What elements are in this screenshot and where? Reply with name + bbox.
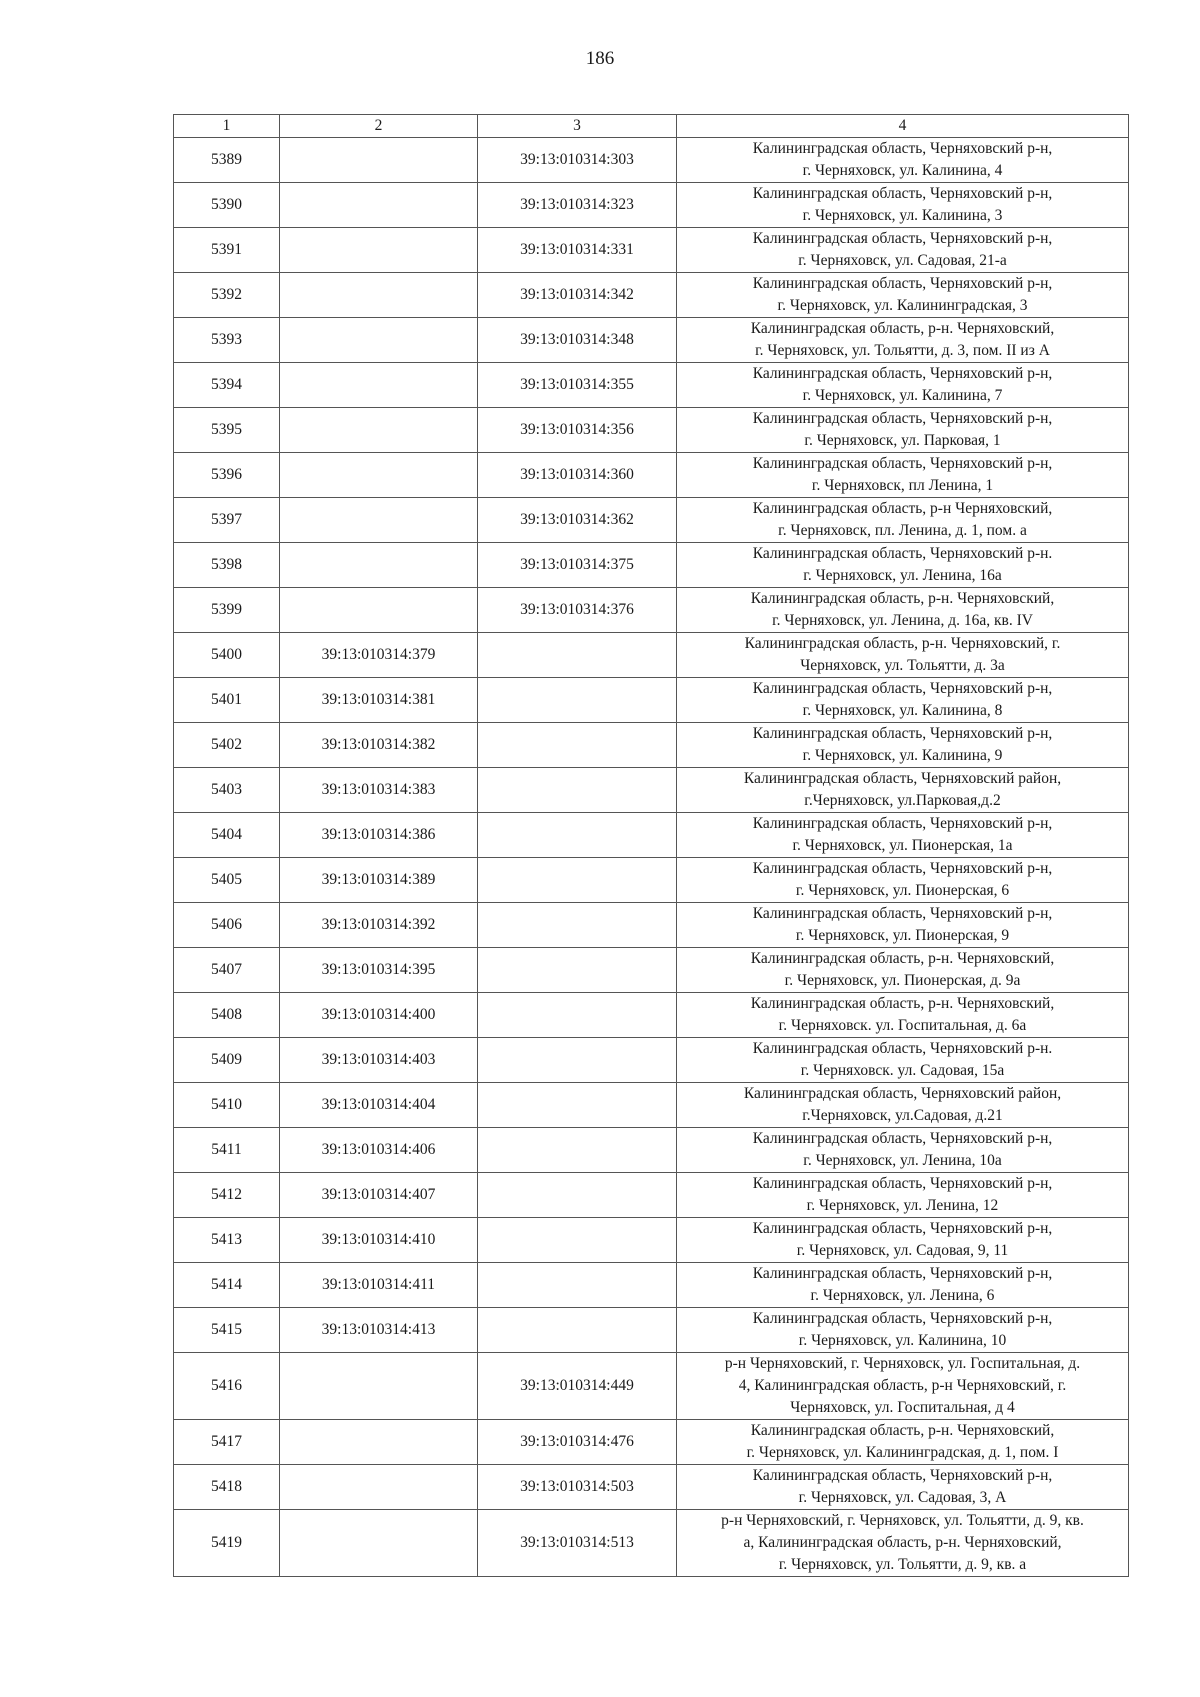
table-row xyxy=(174,768,1129,813)
row-number-cell: 5391 xyxy=(174,228,280,273)
table-row xyxy=(174,588,1129,633)
address-line: г.Черняховск, ул.Садовая, д.21 xyxy=(802,1107,1003,1124)
cadastral-number-cell-col2: 39:13:010314:382 xyxy=(280,723,478,768)
table-row xyxy=(174,1420,1129,1465)
cadastral-number-cell-col3: 39:13:010314:376 xyxy=(478,588,677,633)
row-number-cell: 5395 xyxy=(174,408,280,453)
cadastral-number-cell-col2: 39:13:010314:381 xyxy=(280,678,478,723)
row-number-cell: 5416 xyxy=(174,1353,280,1420)
address-line: Калининградская область, Черняховский р-н, xyxy=(752,410,1053,427)
address-line: г. Черняховск, ул. Пионерская, д. 9а xyxy=(784,972,1021,989)
table-row xyxy=(174,1083,1129,1128)
row-number-cell: 5414 xyxy=(174,1263,280,1308)
address-line: г. Черняховск, ул. Тольятти, д. 9, кв. а xyxy=(778,1556,1027,1573)
cadastral-number-cell-col2 xyxy=(280,318,478,363)
row-number-cell: 5401 xyxy=(174,678,280,723)
address-line: г. Черняховск, пл Ленина, 1 xyxy=(811,477,994,494)
table-row xyxy=(174,1263,1129,1308)
cadastral-number-cell-col2 xyxy=(280,1420,478,1465)
address-cell xyxy=(677,363,1129,408)
cadastral-number-cell-col2 xyxy=(280,138,478,183)
address-line: Калининградская область, Черняховский р-н. xyxy=(752,1040,1053,1057)
address-cell xyxy=(677,633,1129,678)
address-line: г. Черняховск, ул. Садовая, 21-а xyxy=(798,252,1007,269)
address-line: Калининградская область, Черняховский район, xyxy=(743,770,1062,787)
address-cell xyxy=(677,903,1129,948)
cadastral-number-cell-col3: 39:13:010314:331 xyxy=(478,228,677,273)
cadastral-number-cell-col3: 39:13:010314:360 xyxy=(478,453,677,498)
row-number-cell: 5410 xyxy=(174,1083,280,1128)
address-line: г. Черняховск, ул. Ленина, д. 16а, кв. IV xyxy=(772,612,1033,629)
row-number-cell: 5406 xyxy=(174,903,280,948)
table-row xyxy=(174,273,1129,318)
row-number-cell: 5394 xyxy=(174,363,280,408)
address-line: г. Черняховск, ул. Калининградская, 3 xyxy=(777,297,1028,314)
cadastral-number-cell-col2 xyxy=(280,1510,478,1577)
table-row xyxy=(174,498,1129,543)
row-number-cell: 5404 xyxy=(174,813,280,858)
row-number-cell: 5413 xyxy=(174,1218,280,1263)
address-line: Калининградская область, Черняховский р-н, xyxy=(752,140,1053,157)
table-row xyxy=(174,993,1129,1038)
address-line: Черняховск, ул. Тольятти, д. 3а xyxy=(800,657,1005,674)
address-line: г. Черняховск, ул. Калинина, 4 xyxy=(802,162,1003,179)
address-cell xyxy=(677,678,1129,723)
address-line: г. Черняховск. ул. Садовая, 15а xyxy=(800,1062,1005,1079)
cadastral-number-cell-col2 xyxy=(280,363,478,408)
cadastral-number-cell-col3: 39:13:010314:513 xyxy=(478,1510,677,1577)
row-number-cell: 5389 xyxy=(174,138,280,183)
table-row xyxy=(174,138,1129,183)
address-line: Калининградская область, р-н. Черняховский, xyxy=(750,590,1055,607)
cadastral-number-cell-col2 xyxy=(280,453,478,498)
address-line: Калининградская область, р-н Черняховский, xyxy=(752,500,1053,517)
table-header-row xyxy=(174,115,1129,138)
cadastral-number-cell-col2: 39:13:010314:389 xyxy=(280,858,478,903)
cadastral-number-cell-col3 xyxy=(478,1083,677,1128)
cadastral-number-cell-col3: 39:13:010314:449 xyxy=(478,1353,677,1420)
cadastral-number-cell-col2: 39:13:010314:403 xyxy=(280,1038,478,1083)
cadastral-number-cell-col3 xyxy=(478,1308,677,1353)
cadastral-number-cell-col2 xyxy=(280,588,478,633)
address-line: Калининградская область, р-н. Черняховский, xyxy=(750,950,1055,967)
column-header-3: 3 xyxy=(478,115,677,138)
cadastral-number-cell-col2 xyxy=(280,408,478,453)
address-line: г. Черняховск, ул. Садовая, 3, А xyxy=(798,1489,1007,1506)
address-cell xyxy=(677,1308,1129,1353)
address-cell xyxy=(677,138,1129,183)
address-line: Калининградская область, Черняховский р-н, xyxy=(752,1220,1053,1237)
cadastral-number-cell-col3: 39:13:010314:303 xyxy=(478,138,677,183)
row-number-cell: 5397 xyxy=(174,498,280,543)
table-row xyxy=(174,633,1129,678)
cadastral-number-cell-col3: 39:13:010314:348 xyxy=(478,318,677,363)
column-header-1: 1 xyxy=(174,115,280,138)
cadastral-number-cell-col2 xyxy=(280,498,478,543)
table-row xyxy=(174,1308,1129,1353)
cadastral-number-cell-col2: 39:13:010314:411 xyxy=(280,1263,478,1308)
row-number-cell: 5399 xyxy=(174,588,280,633)
table-row xyxy=(174,1218,1129,1263)
cadastral-number-cell-col2: 39:13:010314:400 xyxy=(280,993,478,1038)
table-row xyxy=(174,1465,1129,1510)
cadastral-number-cell-col2: 39:13:010314:383 xyxy=(280,768,478,813)
address-line: Калининградская область, Черняховский р-н, xyxy=(752,1467,1053,1484)
address-line: р-н Черняховский, г. Черняховск, ул. Госпитальная, д. xyxy=(724,1355,1081,1372)
address-cell xyxy=(677,228,1129,273)
address-line: Калининградская область, Черняховский р-н, xyxy=(752,905,1053,922)
registry-table xyxy=(173,114,1129,1577)
row-number-cell: 5408 xyxy=(174,993,280,1038)
cadastral-number-cell-col2: 39:13:010314:395 xyxy=(280,948,478,993)
address-cell xyxy=(677,498,1129,543)
address-cell xyxy=(677,723,1129,768)
row-number-cell: 5403 xyxy=(174,768,280,813)
address-line: Калининградская область, Черняховский р-н, xyxy=(752,680,1053,697)
address-line: р-н Черняховский, г. Черняховск, ул. Тольятти, д. 9, кв. xyxy=(721,1512,1084,1529)
cadastral-number-cell-col2 xyxy=(280,183,478,228)
address-cell xyxy=(677,318,1129,363)
cadastral-number-cell-col3 xyxy=(478,948,677,993)
row-number-cell: 5419 xyxy=(174,1510,280,1577)
table-row xyxy=(174,183,1129,228)
cadastral-number-cell-col2 xyxy=(280,1465,478,1510)
table-row xyxy=(174,228,1129,273)
cadastral-number-cell-col2: 39:13:010314:386 xyxy=(280,813,478,858)
address-line: г. Черняховск, ул. Парковая, 1 xyxy=(804,432,1001,449)
address-line: Калининградская область, Черняховский район, xyxy=(743,1085,1062,1102)
address-line: Калининградская область, Черняховский р-н, xyxy=(752,1265,1053,1282)
cadastral-number-cell-col3 xyxy=(478,903,677,948)
table-row xyxy=(174,858,1129,903)
address-line: Калининградская область, Черняховский р-н, xyxy=(752,1130,1053,1147)
page-number: 186 xyxy=(585,48,615,69)
table-row xyxy=(174,903,1129,948)
row-number-cell: 5411 xyxy=(174,1128,280,1173)
table-row xyxy=(174,1128,1129,1173)
address-line: г. Черняховск, ул. Ленина, 16а xyxy=(803,567,1002,584)
row-number-cell: 5417 xyxy=(174,1420,280,1465)
cadastral-number-cell-col3: 39:13:010314:342 xyxy=(478,273,677,318)
cadastral-number-cell-col3 xyxy=(478,633,677,678)
cadastral-number-cell-col3: 39:13:010314:503 xyxy=(478,1465,677,1510)
cadastral-number-cell-col3: 39:13:010314:375 xyxy=(478,543,677,588)
cadastral-number-cell-col2 xyxy=(280,273,478,318)
address-cell xyxy=(677,768,1129,813)
column-header-4: 4 xyxy=(677,115,1129,138)
cadastral-number-cell-col2: 39:13:010314:413 xyxy=(280,1308,478,1353)
cadastral-number-cell-col2: 39:13:010314:404 xyxy=(280,1083,478,1128)
cadastral-number-cell-col3: 39:13:010314:355 xyxy=(478,363,677,408)
address-cell xyxy=(677,1510,1129,1577)
address-cell xyxy=(677,993,1129,1038)
table-row xyxy=(174,678,1129,723)
cadastral-number-cell-col3 xyxy=(478,1128,677,1173)
address-cell xyxy=(677,1353,1129,1420)
row-number-cell: 5402 xyxy=(174,723,280,768)
address-line: г. Черняховск, ул. Калинина, 9 xyxy=(802,747,1003,764)
table-row xyxy=(174,453,1129,498)
address-line: 4, Калининградская область, р-н Черняховский, г. xyxy=(738,1377,1067,1394)
address-line: г. Черняховск, ул. Ленина, 6 xyxy=(810,1287,995,1304)
address-line: Калининградская область, р-н. Черняховский, г. xyxy=(744,635,1061,652)
address-cell xyxy=(677,1083,1129,1128)
address-line: г. Черняховск, ул. Тольятти, д. 3, пом. II из А xyxy=(755,342,1050,359)
address-cell xyxy=(677,1263,1129,1308)
table-row xyxy=(174,1353,1129,1420)
cadastral-number-cell-col3: 39:13:010314:356 xyxy=(478,408,677,453)
cadastral-number-cell-col2 xyxy=(280,543,478,588)
table-row xyxy=(174,1038,1129,1083)
cadastral-number-cell-col3 xyxy=(478,723,677,768)
address-cell xyxy=(677,1173,1129,1218)
address-cell xyxy=(677,948,1129,993)
address-line: г. Черняховск, ул. Калинина, 8 xyxy=(802,702,1003,719)
table-row xyxy=(174,408,1129,453)
address-cell xyxy=(677,1218,1129,1263)
address-line: г. Черняховск, ул. Калинина, 3 xyxy=(802,207,1003,224)
address-cell xyxy=(677,543,1129,588)
row-number-cell: 5390 xyxy=(174,183,280,228)
address-line: Калининградская область, Черняховский р-н, xyxy=(752,1175,1053,1192)
address-cell xyxy=(677,453,1129,498)
address-line: Калининградская область, Черняховский р-н, xyxy=(752,1310,1053,1327)
cadastral-number-cell-col2: 39:13:010314:406 xyxy=(280,1128,478,1173)
address-line: г. Черняховск, ул. Ленина, 12 xyxy=(806,1197,999,1214)
address-line: а, Калининградская область, р-н. Черняховский, xyxy=(743,1534,1062,1551)
table-row xyxy=(174,1510,1129,1577)
cadastral-number-cell-col3: 39:13:010314:323 xyxy=(478,183,677,228)
cadastral-number-cell-col3 xyxy=(478,813,677,858)
row-number-cell: 5407 xyxy=(174,948,280,993)
address-line: Калининградская область, Черняховский р-н, xyxy=(752,185,1053,202)
cadastral-number-cell-col2: 39:13:010314:410 xyxy=(280,1218,478,1263)
address-cell xyxy=(677,1465,1129,1510)
address-line: г. Черняховск, ул. Садовая, 9, 11 xyxy=(796,1242,1009,1259)
column-header-2: 2 xyxy=(280,115,478,138)
address-line: Калининградская область, Черняховский р-н, xyxy=(752,725,1053,742)
address-cell xyxy=(677,858,1129,903)
address-line: Калининградская область, Черняховский р-н, xyxy=(752,815,1053,832)
row-number-cell: 5396 xyxy=(174,453,280,498)
cadastral-number-cell-col3 xyxy=(478,1173,677,1218)
cadastral-number-cell-col3: 39:13:010314:362 xyxy=(478,498,677,543)
address-line: Калининградская область, Черняховский р-н, xyxy=(752,860,1053,877)
address-line: г. Черняховск. ул. Госпитальная, д. 6а xyxy=(778,1017,1027,1034)
cadastral-number-cell-col3 xyxy=(478,993,677,1038)
address-line: г. Черняховск, ул. Калининградская, д. 1, пом. I xyxy=(746,1444,1059,1461)
address-cell xyxy=(677,1420,1129,1465)
row-number-cell: 5415 xyxy=(174,1308,280,1353)
cadastral-number-cell-col2: 39:13:010314:379 xyxy=(280,633,478,678)
table-row xyxy=(174,813,1129,858)
address-line: Калининградская область, р-н. Черняховский, xyxy=(750,320,1055,337)
address-line: Калининградская область, р-н. Черняховский, xyxy=(750,995,1055,1012)
cadastral-number-cell-col3: 39:13:010314:476 xyxy=(478,1420,677,1465)
cadastral-number-cell-col3 xyxy=(478,678,677,723)
cadastral-number-cell-col2 xyxy=(280,1353,478,1420)
row-number-cell: 5418 xyxy=(174,1465,280,1510)
address-line: г.Черняховск, ул.Парковая,д.2 xyxy=(804,792,1001,809)
cadastral-number-cell-col3 xyxy=(478,768,677,813)
cadastral-number-cell-col3 xyxy=(478,858,677,903)
address-line: г. Черняховск, ул. Калинина, 7 xyxy=(802,387,1003,404)
address-line: г. Черняховск, ул. Пионерская, 1а xyxy=(792,837,1013,854)
table-row xyxy=(174,363,1129,408)
address-line: Калининградская область, Черняховский р-н, xyxy=(752,275,1053,292)
row-number-cell: 5400 xyxy=(174,633,280,678)
address-cell xyxy=(677,183,1129,228)
table-body xyxy=(174,138,1129,1577)
address-cell xyxy=(677,813,1129,858)
address-cell xyxy=(677,1038,1129,1083)
address-line: г. Черняховск, пл. Ленина, д. 1, пом. а xyxy=(778,522,1027,539)
table-row xyxy=(174,1173,1129,1218)
cadastral-number-cell-col3 xyxy=(478,1218,677,1263)
address-cell xyxy=(677,1128,1129,1173)
row-number-cell: 5412 xyxy=(174,1173,280,1218)
address-line: Калининградская область, Черняховский р-н, xyxy=(752,455,1053,472)
address-line: г. Черняховск, ул. Калинина, 10 xyxy=(798,1332,1007,1349)
address-line: Калининградская область, Черняховский р-н. xyxy=(752,545,1053,562)
table-row xyxy=(174,318,1129,363)
cadastral-number-cell-col3 xyxy=(478,1038,677,1083)
row-number-cell: 5392 xyxy=(174,273,280,318)
table-row xyxy=(174,543,1129,588)
cadastral-number-cell-col2 xyxy=(280,228,478,273)
row-number-cell: 5393 xyxy=(174,318,280,363)
address-line: г. Черняховск, ул. Ленина, 10а xyxy=(803,1152,1002,1169)
address-line: г. Черняховск, ул. Пионерская, 6 xyxy=(795,882,1010,899)
address-line: г. Черняховск, ул. Пионерская, 9 xyxy=(795,927,1010,944)
address-line: Калининградская область, р-н. Черняховский, xyxy=(750,1422,1055,1439)
address-line: Калининградская область, Черняховский р-н, xyxy=(752,230,1053,247)
address-line: Калининградская область, Черняховский р-н, xyxy=(752,365,1053,382)
row-number-cell: 5409 xyxy=(174,1038,280,1083)
table-row xyxy=(174,948,1129,993)
address-line: Черняховск, ул. Госпитальная, д 4 xyxy=(790,1399,1015,1416)
cadastral-number-cell-col2: 39:13:010314:392 xyxy=(280,903,478,948)
cadastral-number-cell-col2: 39:13:010314:407 xyxy=(280,1173,478,1218)
address-cell xyxy=(677,588,1129,633)
row-number-cell: 5405 xyxy=(174,858,280,903)
address-cell xyxy=(677,273,1129,318)
address-cell xyxy=(677,408,1129,453)
row-number-cell: 5398 xyxy=(174,543,280,588)
cadastral-number-cell-col3 xyxy=(478,1263,677,1308)
table-row xyxy=(174,723,1129,768)
